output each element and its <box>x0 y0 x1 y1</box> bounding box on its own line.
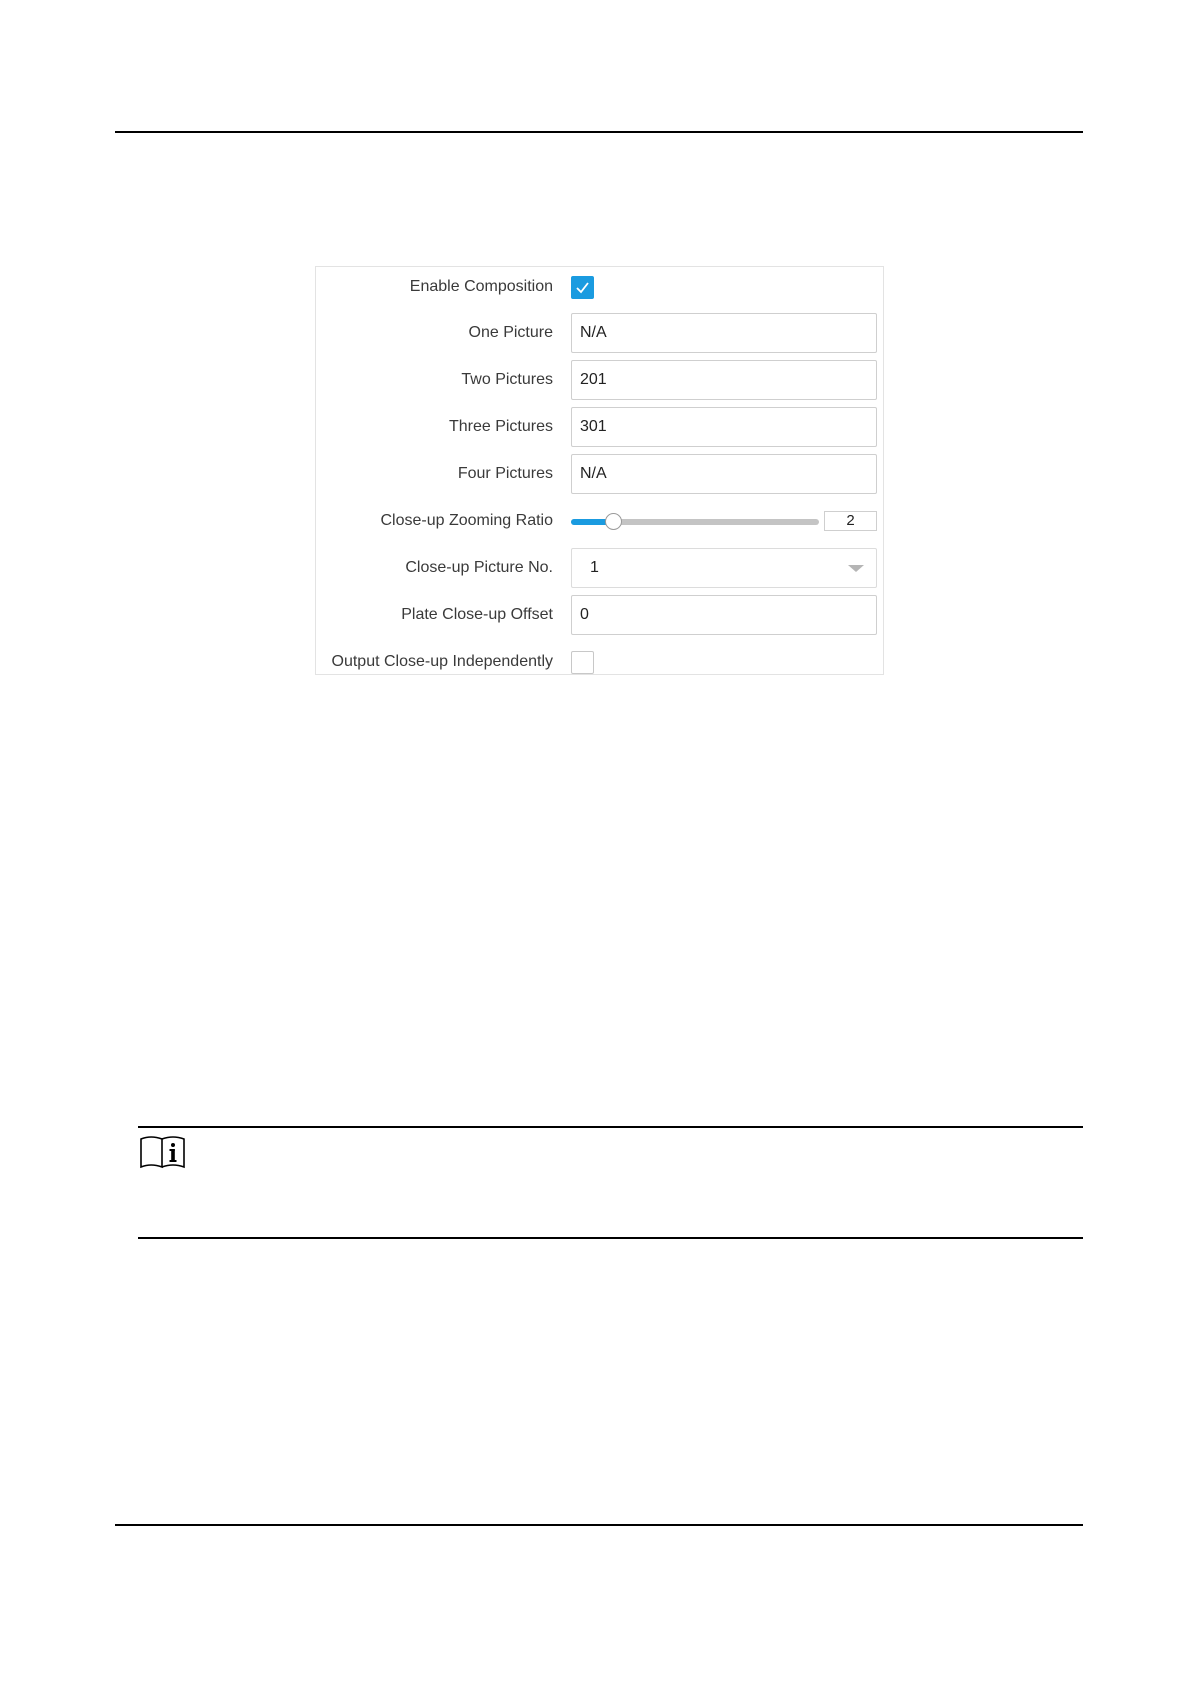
plate-offset-input[interactable]: 0 <box>571 595 877 635</box>
plate-offset-label: Plate Close-up Offset <box>401 606 553 623</box>
closeup-picture-no-select[interactable] <box>571 548 877 588</box>
four-pictures-input[interactable]: N/A <box>571 454 877 494</box>
three-pictures-label: Three Pictures <box>448 418 553 435</box>
row-two-pictures <box>316 360 883 400</box>
composition-settings-panel <box>315 266 884 675</box>
checkmark-icon <box>575 280 590 295</box>
one-picture-input[interactable]: N/A <box>571 313 877 353</box>
closeup-picture-no-value: 1 <box>590 559 599 576</box>
output-independently-checkbox[interactable] <box>571 651 594 674</box>
row-output-independently <box>316 642 883 682</box>
row-zoom-ratio <box>316 501 883 541</box>
row-plate-offset <box>316 595 883 635</box>
two-pictures-label: Two Pictures <box>461 371 553 388</box>
enable-composition-label: Enable Composition <box>409 278 553 295</box>
two-pictures-input[interactable]: 201 <box>571 360 877 400</box>
zoom-ratio-value-input[interactable]: 2 <box>824 511 877 531</box>
note-top-rule <box>138 1126 1083 1128</box>
row-three-pictures <box>316 407 883 447</box>
output-independently-label: Output Close-up Independently <box>331 653 553 670</box>
one-picture-label: One Picture <box>468 324 553 341</box>
enable-composition-checkbox[interactable] <box>571 276 594 299</box>
four-pictures-label: Four Pictures <box>457 465 553 482</box>
row-enable-composition <box>316 267 883 307</box>
zoom-ratio-label: Close-up Zooming Ratio <box>380 512 553 529</box>
info-book-icon <box>139 1134 187 1170</box>
three-pictures-input[interactable]: 301 <box>571 407 877 447</box>
zoom-ratio-slider[interactable] <box>571 519 819 525</box>
zoom-ratio-slider-handle[interactable] <box>605 513 622 530</box>
row-one-picture <box>316 313 883 353</box>
footer-rule <box>115 1524 1083 1526</box>
chevron-down-icon <box>848 565 864 572</box>
row-closeup-picture-no <box>316 548 883 588</box>
note-bottom-rule <box>138 1237 1083 1239</box>
header-rule <box>115 131 1083 133</box>
row-four-pictures <box>316 454 883 494</box>
closeup-picture-no-label: Close-up Picture No. <box>405 559 553 576</box>
